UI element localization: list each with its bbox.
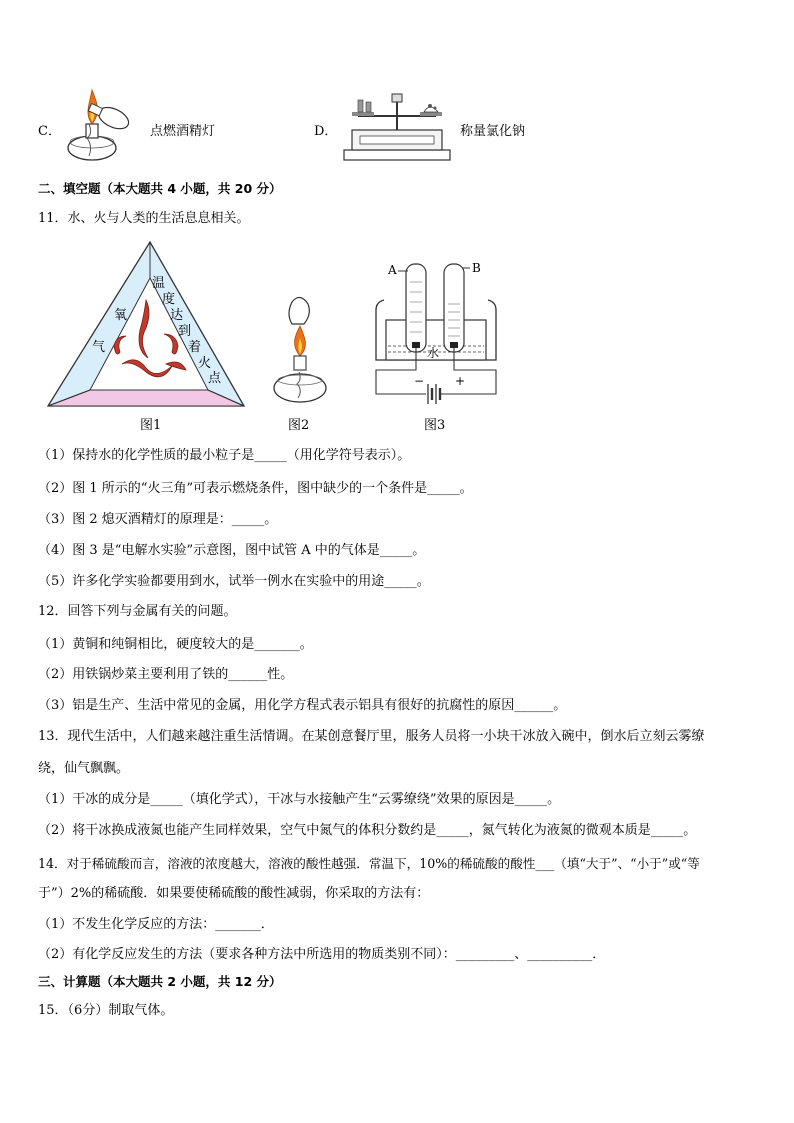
section-2-heading: 二、填空题（本大题共 4 小题，共 20 分） bbox=[38, 181, 282, 196]
q11-item-4: （4）图 3 是“电解水实验”示意图，图中试管 A 中的气体是_____。 bbox=[38, 543, 426, 558]
q12-item-3: （3）铝是生产、生活中常见的金属，用化学方程式表示铝具有很好的抗腐性的原因______。 bbox=[38, 698, 567, 713]
q14-item-1: （1）不发生化学反应的方法：_______． bbox=[38, 917, 274, 932]
fig1-right-char-1: 温 bbox=[152, 276, 166, 291]
option-d-letter: D． bbox=[314, 124, 338, 139]
q12-item-1: （1）黄铜和纯铜相比，硬度较大的是_______。 bbox=[38, 637, 313, 652]
option-d-label: 称量氯化钠 bbox=[460, 124, 526, 139]
q11-item-5: （5）许多化学实验都要用到水，试举一例水在实验中的用途_____。 bbox=[38, 574, 430, 589]
fig1-right-char-2: 度 bbox=[162, 292, 176, 307]
fig2-caption: 图2 bbox=[288, 418, 310, 433]
fig3-water-label: 水 bbox=[427, 346, 440, 360]
fig3-plus-sign: + bbox=[455, 374, 466, 388]
q11-item-2: （2）图 1 所示的“火三角”可表示燃烧条件，图中缺少的一个条件是_____。 bbox=[38, 481, 473, 496]
q13-stem-line-1: 13．现代生活中，人们越来越注重生活情调。在某创意餐厅里，服务人员将一小块干冰放入碗中，倒水后立刻云雾缭 bbox=[38, 729, 705, 744]
fig1-right-char-6: 火 bbox=[198, 356, 212, 371]
fig1-right-char-3: 达 bbox=[170, 308, 184, 323]
q14-stem-line-2: 于”）2%的稀硫酸．如果要使稀硫酸的酸性减弱，你采取的方法有： bbox=[38, 886, 430, 901]
fig1-right-char-4: 到 bbox=[178, 324, 192, 339]
fig1-right-char-5: 着 bbox=[188, 340, 202, 355]
fig1-caption: 图1 bbox=[140, 418, 162, 433]
fig1-left-char-2: 气 bbox=[92, 340, 106, 355]
q11-item-1: （1）保持水的化学性质的最小粒子是_____（用化学符号表示）。 bbox=[38, 448, 411, 463]
q12-stem: 12．回答下列与金属有关的问题。 bbox=[38, 604, 237, 619]
q14-item-2: （2）有化学反应发生的方法（要求各种方法中所选用的物质类别不同）：_________、__________． bbox=[38, 947, 606, 962]
fig3-caption: 图3 bbox=[424, 418, 446, 433]
q15-stem: 15．（6分）制取气体。 bbox=[38, 1003, 174, 1018]
option-c-label: 点燃酒精灯 bbox=[150, 124, 216, 139]
q13-item-2: （2）将干冰换成液氮也能产生同样效果，空气中氮气的体积分数约是_____，氮气转化为液氮的微观本质是_____。 bbox=[38, 823, 697, 838]
water-electrolysis-figure bbox=[374, 258, 498, 410]
q14-stem-line-1: 14．对于稀硫酸而言，溶液的浓度越大，溶液的酸性越强．常温下，10%的稀硫酸的酸性___（填“大于”、“小于”或“等 bbox=[38, 856, 700, 871]
alcohol-lamp-lighting-image bbox=[62, 86, 146, 170]
fig3-label-a: A bbox=[388, 263, 397, 277]
q12-item-2: （2）用铁锅炒菜主要利用了铁的______性。 bbox=[38, 667, 294, 682]
fig3-minus-sign: − bbox=[414, 374, 425, 388]
q13-item-1: （1）干冰的成分是_____（填化学式），干冰与水接触产生“云雾缭绕”效果的原因是_____。 bbox=[38, 792, 561, 807]
fig1-right-char-7: 点 bbox=[208, 371, 222, 386]
option-c-letter: C． bbox=[38, 124, 61, 139]
q11-stem: 11．水、火与人类的生活息息相关。 bbox=[38, 211, 250, 226]
alcohol-lamp-cap-figure bbox=[266, 294, 326, 410]
q13-stem-line-2: 绕，仙气飘飘。 bbox=[38, 761, 130, 776]
q11-item-3: （3）图 2 熄灭酒精灯的原理是：_____。 bbox=[38, 512, 278, 527]
fig1-left-char-1: 氧 bbox=[114, 308, 128, 323]
fig3-label-b: B bbox=[472, 261, 481, 275]
balance-scale-image bbox=[338, 90, 454, 162]
section-3-heading: 三、计算题（本大题共 2 小题，共 12 分） bbox=[38, 974, 282, 989]
